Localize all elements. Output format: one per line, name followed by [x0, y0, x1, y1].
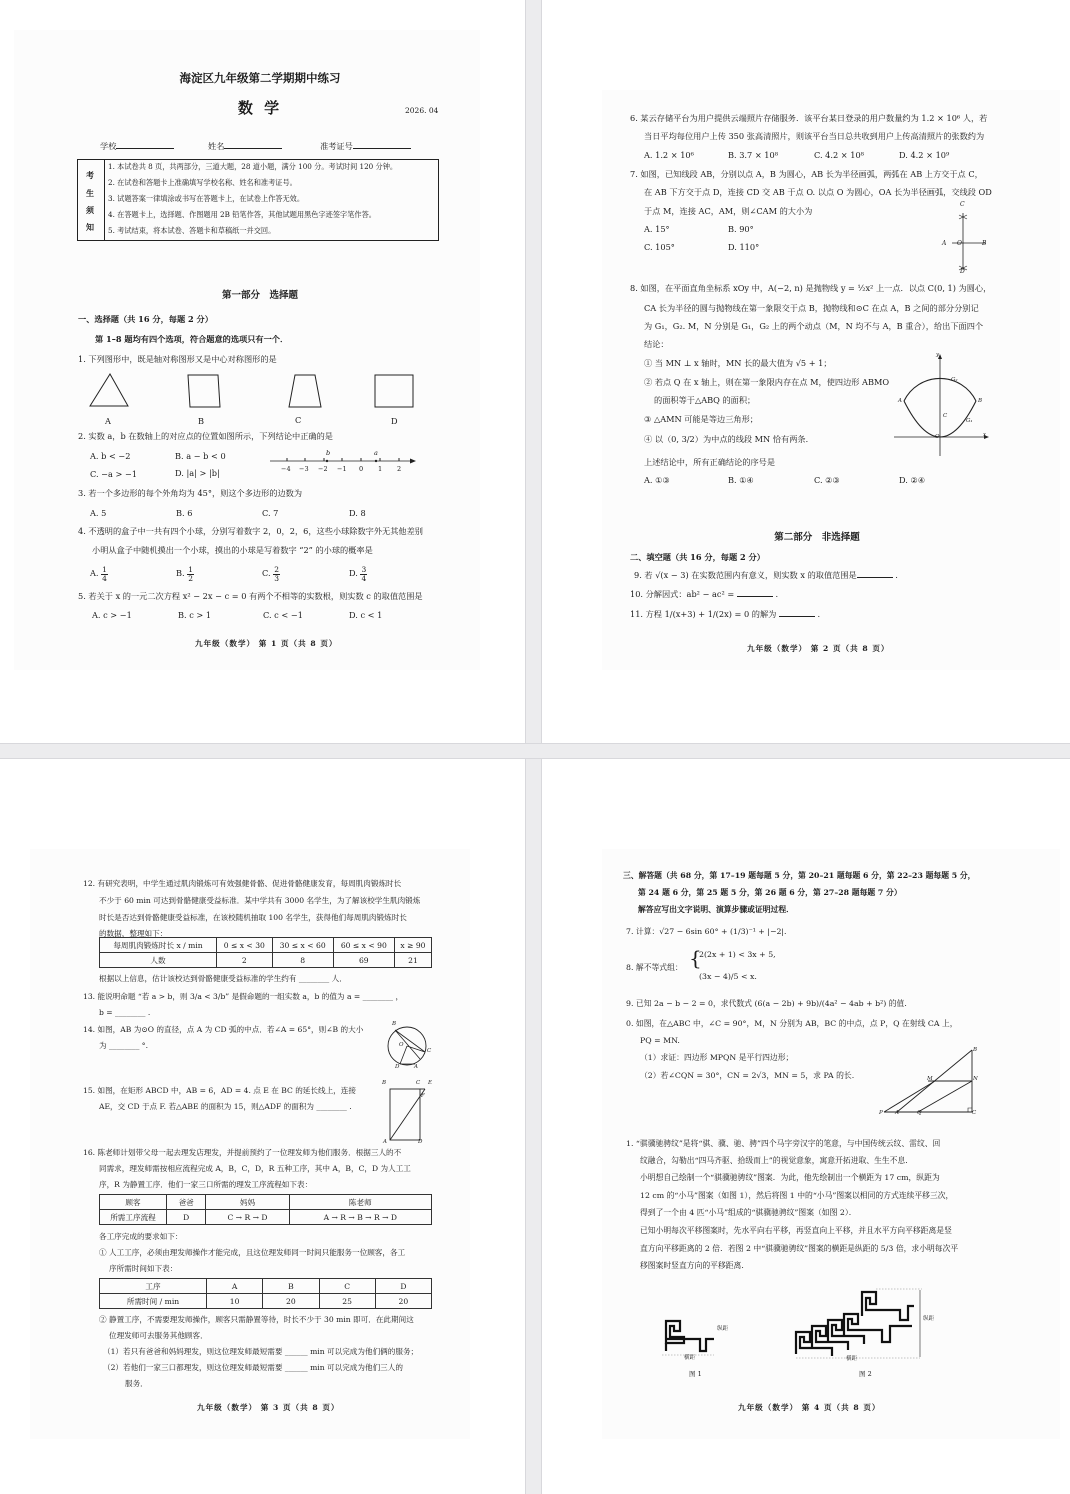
- q3-option-b: B. 6: [176, 508, 193, 518]
- question-14-line2: 为 ________ °.: [99, 1041, 149, 1050]
- question-10: 10. 分解因式：ab² − ac² = .: [630, 589, 779, 599]
- figure-2-caption: 图 2: [859, 1370, 872, 1378]
- label-c: C: [427, 1048, 432, 1054]
- horizontal-distance-label: 横距: [684, 1355, 696, 1361]
- question-6-line2: 当日平均每位用户上传 350 张高清照片，则该平台当日总共收到用户上传高清照片的张数约为: [644, 131, 985, 141]
- q16-rule-1b: 序所需时间如下表：: [109, 1264, 178, 1273]
- question-4-line1: 4. 不透明的盒子中一共有四个小球，分别写着数字 2，0，2，6，这些小球除数字外无其他差别: [78, 526, 423, 536]
- part-title: 第二部分 非选择题: [774, 532, 860, 543]
- question-9: 9. 若 √(x − 3) 在实数范围内有意义，则实数 x 的取值范围是 .: [634, 570, 898, 580]
- question-16-line1: 16. 陈老师计划带父母一起去理发店理发，并提前预约了一位理发师为他们服务．根据三人的不: [83, 1148, 402, 1157]
- question-7-line1: 7. 如图，已知线段 AB，分别以点 A，B 为圆心，AB 长为半径画弧，两弧在 AB 上方交于点 C，: [630, 169, 983, 179]
- question-5: 5. 若关于 x 的一元二次方程 x² − 2x − c = 0 有两个不相等的实数根，则实数 c 的取值范围是: [78, 591, 423, 601]
- axis-y-label: y: [936, 352, 940, 358]
- answer-blank[interactable]: [737, 589, 773, 597]
- question-7-line3: 于点 M，连接 AC，AM，则∠CAM 的大小为: [644, 206, 813, 216]
- question-21-line4: 12 cm 的“小马”图案（如图 1），然后将图 1 中的“小马”图案以相同的方式连续平移三次，: [640, 1191, 954, 1200]
- q8-option-d: D. ②④: [899, 475, 926, 485]
- q15-rectangle-figure: [385, 1086, 435, 1144]
- notice-item: 4. 在答题卡上，选择题、作图题用 2B 铅笔作答，其他试题用黑色字迹签字笔作答。: [108, 210, 376, 219]
- question-21-line5: 得到了一个由 4 匹“小马”组成的“骐骥驰骋纹”图案（如图 2）．: [640, 1208, 857, 1217]
- question-8-line4: 结论：: [644, 339, 669, 349]
- school-field[interactable]: 学校: [100, 141, 174, 152]
- point-label-a: a: [374, 449, 378, 457]
- question-8-line2: CA 长为半径的圆与抛物线在第一象限交于点 B，抛物线和⊙C 在点 A，B 之间的部分分别记: [644, 303, 979, 313]
- vertical-distance-label: 纵距: [923, 1316, 935, 1322]
- page-footer: 九年级（数学） 第 2 页（共 8 页）: [747, 644, 890, 653]
- point-label-b: b: [326, 449, 331, 457]
- question-8-line1: 8. 如图，在平面直角坐标系 xOy 中，A(−2, n) 是抛物线 y = ½x² 上一点．以点 C(0, 1) 为圆心，: [630, 283, 992, 293]
- q5-option-b: B. c > 1: [178, 610, 212, 620]
- question-20-line2: PQ = MN.: [640, 1036, 680, 1045]
- label-o: O: [957, 240, 962, 247]
- tick-label: 2: [397, 465, 402, 473]
- q7-figure: [947, 208, 997, 276]
- q1-figures: [85, 372, 425, 412]
- q21-figure-1-pattern: [662, 1311, 722, 1361]
- question-12-line2: 不少于 60 min 可达到骨骼健康受益标准．某中学共有 3000 名学生，为了解该校学生肌肉锻炼: [99, 896, 421, 905]
- name-field[interactable]: 姓名: [208, 141, 282, 152]
- q16-rule-2a: ② 静置工序，不需要理发师操作，顾客只需静置等待，时长不少于 30 min 即可．在此期间这: [99, 1315, 414, 1324]
- q8-conclusion-1: ① 当 MN ⊥ x 轴时，MN 长的最大值为 √5 + 1；: [644, 358, 832, 368]
- q7-option-d: D. 110°: [728, 242, 760, 252]
- q16-sub-2b: 服务．: [125, 1379, 148, 1388]
- question-11: 11. 方程 1/(x+3) + 1/(2x) = 0 的解为 .: [630, 609, 821, 619]
- exam-date: 2026. 04: [405, 106, 439, 115]
- page-3: [0, 759, 525, 1494]
- notice-item: 3. 试题答案一律填涂或书写在答题卡上，在试卷上作答无效。: [108, 194, 305, 203]
- question-12-line3: 时长是否达到骨骼健康受益标准，在该校随机抽取 100 名学生，获得他们每周肌肉锻炼时长: [99, 913, 407, 922]
- page-footer: 九年级（数学） 第 4 页（共 8 页）: [738, 1403, 881, 1412]
- q2-option-a: A. b < −2: [90, 451, 131, 461]
- q16-rule-2b: 位理发师可去服务其他顾客．: [109, 1331, 208, 1340]
- q12-ask: 根据以上信息，估计该校达到骨骼健康受益标准的学生约有 ________ 人．: [99, 974, 347, 983]
- q7-option-c: C. 105°: [644, 242, 675, 252]
- q2-option-d: D. |a| > |b|: [175, 468, 220, 478]
- page-gutter-horizontal: [0, 743, 1070, 759]
- label-a: A: [898, 398, 902, 404]
- q8-conclusion-3: ③ △AMN 可能是等边三角形；: [644, 414, 758, 424]
- question-3: 3. 若一个多边形的每个外角均为 45°，则这个多边形的边数为: [78, 488, 303, 498]
- label-b: B: [392, 1021, 397, 1027]
- question-16-line3: 序，R 为静置工序．他们一家三口所需的理发工序流程如下表：: [99, 1180, 313, 1189]
- question-4-line2: 小明从盒子中随机摸出一个小球，摸出的小球是写着数字 “2” 的小球的概率是: [92, 545, 373, 555]
- q7-option-a: A. 15°: [644, 224, 670, 234]
- tick-label: 1: [378, 465, 383, 473]
- question-21-line7: 直方向平移距离的 2 倍．若图 2 中“骐骥驰骋纹”图案的横距是纵距的 5/3 倍，求小明每次平: [640, 1244, 959, 1253]
- tick-label: −1: [337, 465, 347, 473]
- q1-label-c: C: [295, 415, 302, 425]
- section-title-line2: 第 24 题 6 分，第 25 题 5 分，第 26 题 6 分，第 27–28 题每题 7 分）: [638, 888, 902, 897]
- question-21-line1: 1. “骐骥驰骋纹”是将“骐、骥、驰、骋”四个马字旁汉字的笔意，与中国传统云纹、雷纹、回: [626, 1139, 941, 1148]
- brace: {: [689, 946, 702, 970]
- inequality-1: 2(2x + 1) < 3x + 5,: [699, 950, 776, 959]
- q16-requirements: 各工序完成的要求如下：: [99, 1232, 183, 1241]
- label-n: N: [973, 1076, 978, 1082]
- question-12-line4: 的数据，整理如下：: [99, 929, 168, 938]
- q2-option-b: B. a − b < 0: [175, 451, 226, 461]
- q1-label-a: A: [105, 416, 111, 426]
- label-e: E: [428, 1080, 433, 1086]
- q6-option-c: C. 4.2 × 10⁸: [814, 150, 864, 160]
- q2-number-line: [270, 449, 420, 479]
- q6-option-d: D. 4.2 × 10⁹: [899, 150, 950, 160]
- q5-option-a: A. c > −1: [92, 610, 132, 620]
- q8-ask: 上述结论中，所有正确结论的序号是: [644, 457, 776, 467]
- question-21-line6: 已知小明每次平移图案时，先水平向右平移，再竖直向上平移，并且水平方向平移距离是竖: [640, 1226, 952, 1235]
- notice-item: 1. 本试卷共 8 页，共两部分，三道大题，28 道小题，满分 100 分。考试时间 120 分钟。: [108, 162, 398, 171]
- question-15-line2: AE，交 CD 于点 F. 若△ABE 的面积为 15，则△ADF 的面积为 ________ .: [99, 1102, 352, 1111]
- question-20-line1: 0. 如图，在△ABC 中，∠C = 90°，M，N 分别为 AB，BC 的中点，点 P，Q 在射线 CA 上，: [626, 1019, 958, 1028]
- inequality-2: (3x − 4)/5 < x.: [699, 972, 757, 981]
- notice-item: 5. 考试结束，将本试卷、答题卡和草稿纸一并交回。: [108, 226, 276, 235]
- q20-part-2: （2）若∠CQN = 30°，CN = 2√3，MN = 5，求 PA 的长.: [640, 1071, 855, 1080]
- q6-option-b: B. 3.7 × 10⁸: [728, 150, 779, 160]
- exam-number-field[interactable]: 准考证号: [320, 141, 411, 152]
- tick-label: 0: [359, 465, 364, 473]
- section-note: 第 1–8 题均有四个选项，符合题意的选项只有一个．: [95, 334, 289, 344]
- question-7-line2: 在 AB 下方交于点 D，连接 CD 交 AB 于点 O. 以点 O 为圆心，OA 长为半径画弧，交线段 OD: [644, 187, 992, 197]
- section-title: 二、填空题（共 16 分，每题 2 分）: [630, 552, 765, 562]
- tick-label: −3: [299, 465, 309, 473]
- label-b: B: [973, 1047, 978, 1053]
- page-1: [0, 0, 525, 743]
- page-footer: 九年级（数学） 第 1 页（共 8 页）: [195, 639, 338, 648]
- question-2: 2. 实数 a，b 在数轴上的对应点的位置如图所示，下列结论中正确的是: [78, 431, 333, 441]
- question-13-line1: 13. 能说明命题 “若 a > b，则 3/a < 3/b” 是假命题的一组实数 a，b 的值为 a = ________ ，: [83, 992, 404, 1001]
- axis-x-label: x: [983, 432, 987, 438]
- q8-option-c: C. ②③: [814, 475, 840, 485]
- question-21-line3: 小明想自己绘制一个“骐骥驰骋纹”图案．为此，他先绘制出一个横距为 17 cm，纵距为: [640, 1173, 940, 1182]
- q8-conclusion-2b: 的面积等于△ABQ 的面积；: [654, 395, 756, 405]
- label-a: A: [895, 1110, 899, 1116]
- question-21-line2: 纹融合，勾勒出“四马齐驱、拾级而上”的视觉意象，寓意开拓进取、生生不息．: [640, 1156, 914, 1165]
- answer-blank[interactable]: [857, 570, 893, 578]
- tick-label: −2: [318, 465, 328, 473]
- question-14-line1: 14. 如图，AB 为⊙O 的直径，点 A 为 CD 弧的中点．若∠A = 65°，则∠B 的大小: [83, 1025, 364, 1034]
- q20-part-1: （1）求证：四边形 MPQN 是平行四边形；: [640, 1053, 794, 1062]
- label-c: C: [972, 1110, 977, 1116]
- q3-option-c: C. 7: [262, 508, 279, 518]
- q2-option-c: C. −a > −1: [90, 469, 138, 479]
- label-b: B: [382, 1080, 387, 1086]
- label-b: B: [978, 398, 983, 404]
- label-q: Q: [917, 1110, 922, 1116]
- q8-graph: [892, 353, 992, 458]
- page-2: [542, 0, 1070, 743]
- notice-item: 2. 在试卷和答题卡上准确填写学校名称、姓名和准考证号。: [108, 178, 297, 187]
- question-18-label: 8. 解不等式组：: [626, 963, 683, 972]
- label-f: F: [421, 1093, 425, 1099]
- vertical-distance-label: 纵距: [717, 1326, 729, 1332]
- q5-option-c: C. c < −1: [263, 610, 303, 620]
- exam-notice-box: [77, 159, 439, 241]
- question-6-line1: 6. 某云存储平台为用户提供云端照片存储服务．该平台某日登录的用户数量约为 1.2 × 10⁶ 人，若: [630, 113, 988, 123]
- question-19: 9. 已知 2a − b − 2 = 0，求代数式 (6(a − 2b) + 9b)/(4a² − 4ab + b²) 的值．: [626, 999, 913, 1008]
- q16-time-table: 工序 A B C D 所需时间 / min 10 20 25 20: [99, 1278, 432, 1309]
- q16-flow-table: 顾客 爸爸 妈妈 陈老师 所需工序流程 D C → R → D A → R → B → R → D: [99, 1194, 432, 1225]
- label-p: P: [879, 1110, 883, 1116]
- section-title: 一、选择题（共 16 分，每题 2 分）: [78, 314, 213, 324]
- label-c: C: [960, 201, 965, 208]
- notice-side-label: 考 生 须 知: [78, 160, 105, 240]
- question-17: 7. 计算：√27 − 6sin 60° + (1/3)⁻¹ + |−2|.: [626, 927, 787, 936]
- question-8-line3: 为 G₁，G₂. M，N 分别是 G₁，G₂ 上的两个动点（M，N 均不与 A，B 重合），给出下面四个: [644, 321, 984, 331]
- q3-option-a: A. 5: [90, 508, 107, 518]
- horizontal-distance-label: 横距: [846, 1356, 858, 1362]
- q3-option-d: D. 8: [349, 508, 366, 518]
- q4-option-c: C. $\frac{2}{3}$: [262, 565, 279, 583]
- q16-sub-1: （1）若只有爸爸和妈妈理发，则这位理发师最短需要 ______ min 可以完成为他们俩的服务；: [103, 1347, 419, 1356]
- q21-figure-2-pattern: [792, 1286, 927, 1361]
- q8-option-b: B. ①④: [728, 475, 754, 485]
- exam-title: 海淀区九年级第二学期期中练习: [179, 71, 341, 85]
- q4-option-b: B. $\frac{1}{2}$: [176, 565, 194, 583]
- question-12-line1: 12. 有研究表明，中学生通过肌肉锻炼可有效强健骨骼、促进骨骼健康发育，每周肌肉锻炼时长: [83, 879, 402, 888]
- label-g2: G₂: [951, 377, 958, 383]
- subject-title: 数 学: [237, 99, 283, 117]
- label-c: C: [943, 413, 948, 419]
- figure-1-caption: 图 1: [689, 1370, 702, 1378]
- q8-conclusion-2a: ② 若点 Q 在 x 轴上，则在第一象限内存在点 M，使四边形 ABMO: [644, 377, 890, 387]
- question-15-line1: 15. 如图，在矩形 ABCD 中，AB = 6，AD = 4. 点 E 在 BC 的延长线上，连接: [83, 1086, 356, 1095]
- label-o: O: [399, 1042, 404, 1048]
- q4-option-d: D. $\frac{3}{4}$: [349, 565, 367, 583]
- label-c: C: [416, 1080, 421, 1086]
- label-a: A: [414, 1064, 418, 1070]
- q6-option-a: A. 1.2 × 10⁶: [644, 150, 694, 160]
- question-1: 1. 下列图形中，既是轴对称图形又是中心对称图形的是: [78, 354, 277, 364]
- label-a: A: [942, 240, 947, 247]
- question-21-line8: 移图案时竖直方向的平移距离．: [640, 1261, 750, 1270]
- page-4: [542, 759, 1070, 1494]
- q8-option-a: A. ①③: [644, 475, 670, 485]
- q1-label-b: B: [198, 416, 205, 426]
- label-d: D: [418, 1139, 423, 1145]
- q16-rule-1a: ① 人工工序，必须由理发师操作才能完成，且这位理发师同一时间只能服务一位顾客，各工: [99, 1248, 406, 1257]
- label-d: D: [395, 1064, 400, 1070]
- q7-option-b: B. 90°: [728, 224, 754, 234]
- part-title: 第一部分 选择题: [221, 290, 298, 301]
- scan-area: [14, 30, 480, 670]
- question-13-line2: b = ________ .: [99, 1008, 151, 1017]
- q4-option-a: A. $\frac{1}{4}$: [90, 565, 107, 583]
- section-title-line1: 三、解答题（共 68 分，第 17–19 题每题 5 分，第 20–21 题每题 6 分，第 22–23 题每题 5 分，: [623, 871, 976, 880]
- page-footer: 九年级（数学） 第 3 页（共 8 页）: [197, 1403, 340, 1412]
- answer-blank[interactable]: [779, 609, 815, 617]
- q1-label-d: D: [391, 416, 398, 426]
- label-b: B: [982, 240, 987, 247]
- section-note: 解答应写出文字说明、演算步骤或证明过程．: [638, 905, 794, 914]
- label-d: D: [960, 268, 965, 275]
- q16-sub-2a: （2）若他们一家三口都理发，则这位理发师最短需要 ______ min 可以完成为他们三人的: [103, 1363, 403, 1372]
- tick-label: −4: [281, 465, 291, 473]
- q8-conclusion-4: ④ 以（0, 3/2）为中点的线段 MN 恰有两条．: [644, 434, 814, 444]
- label-g1: G₁: [966, 418, 973, 424]
- label-m: M: [927, 1076, 933, 1082]
- question-16-line2: 同需求，理发师需按相应流程完成 A，B，C，D，R 五种工序，其中 A，B，C，D 为人工工: [99, 1164, 411, 1173]
- q12-data-table: 每周肌肉锻炼时长 x / min 0 ≤ x < 30 30 ≤ x < 60 60 ≤ x < 90 x ≥ 90 人数 2 8 69 21: [99, 937, 432, 968]
- q5-option-d: D. c < 1: [349, 610, 383, 620]
- label-o: O: [935, 434, 940, 440]
- label-a: A: [383, 1139, 387, 1145]
